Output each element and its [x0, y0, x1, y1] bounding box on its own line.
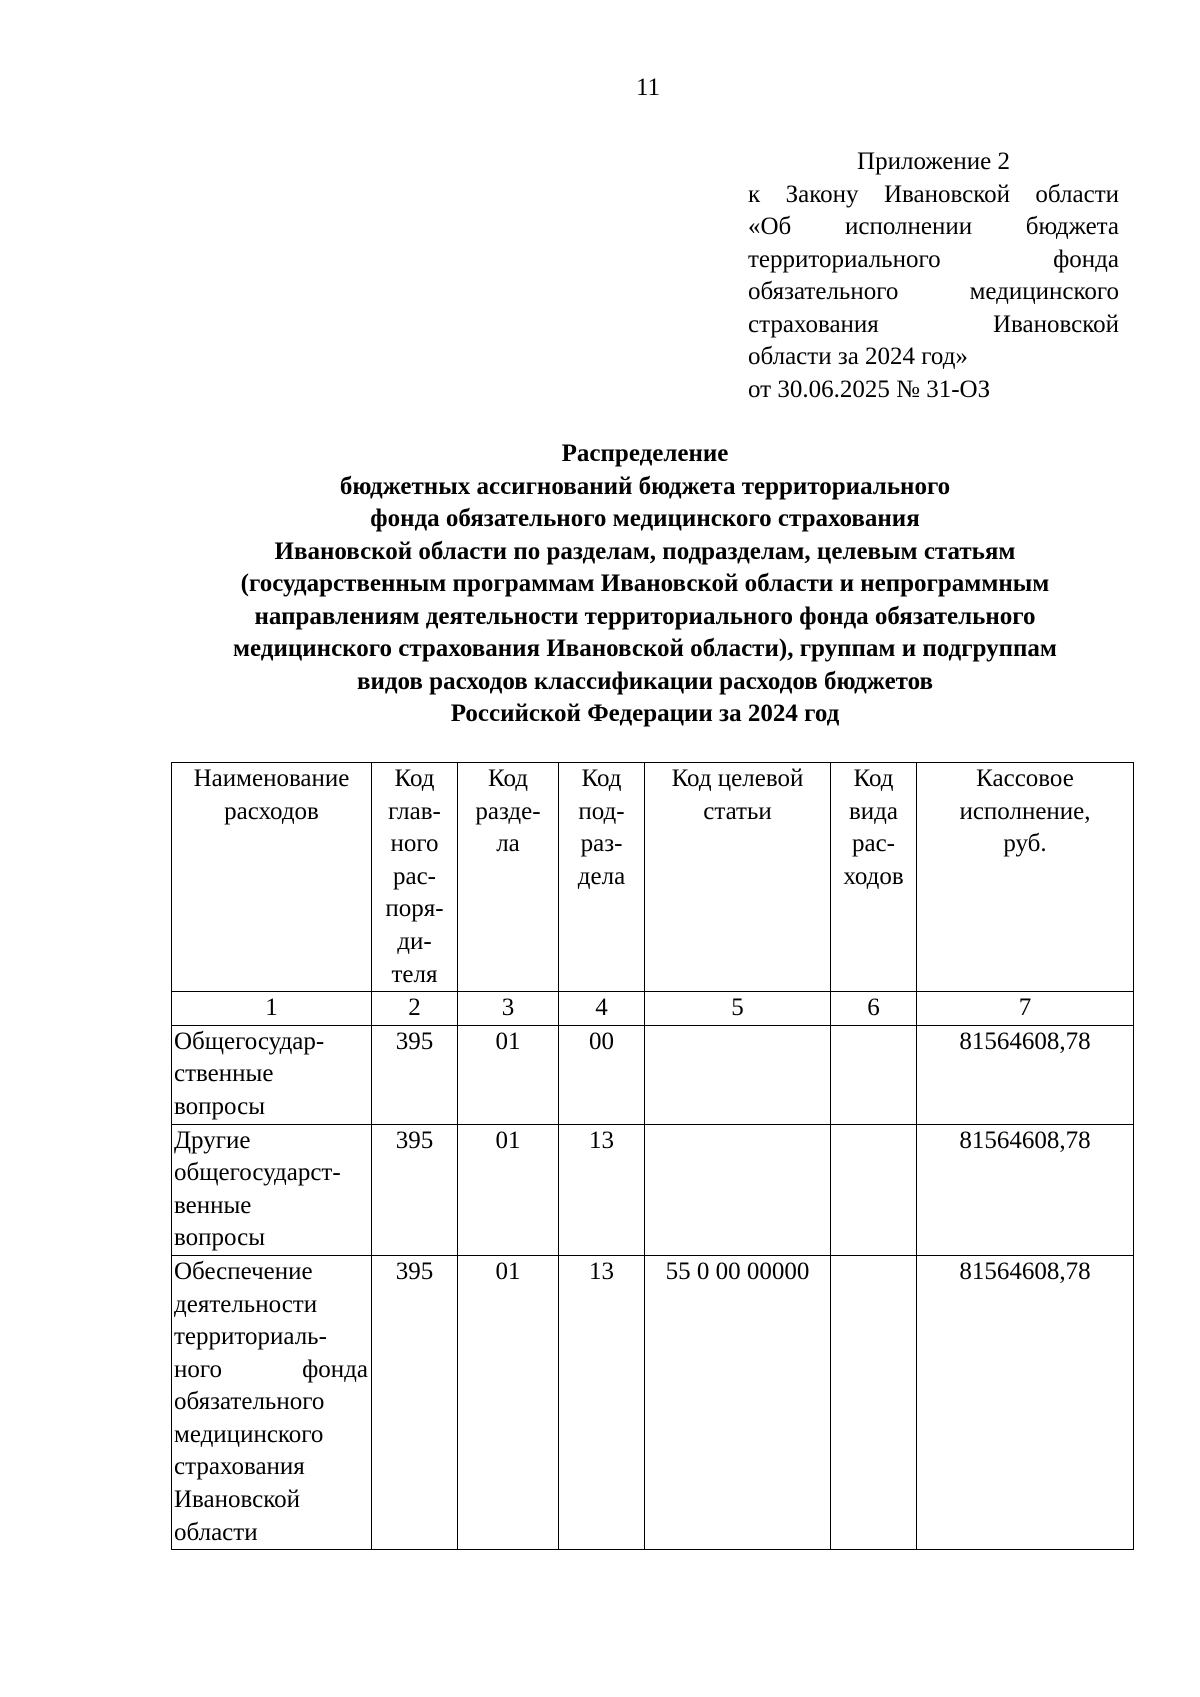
appendix-line: страхования Ивановской: [748, 310, 1119, 338]
title-line: (государственным программам Ивановской области и непрограммным: [240, 570, 1050, 597]
subsection-code: 00: [559, 1025, 645, 1124]
target-article-code: 55 0 00 00000: [645, 1255, 831, 1549]
grbs-code: 395: [372, 1255, 458, 1549]
appendix-block: [748, 146, 1119, 406]
expense-name: Другие общегосударст- венные вопросы: [172, 1124, 372, 1255]
grbs-code: 395: [372, 1124, 458, 1255]
header-subsection-code: Код под- раз- дела: [559, 763, 645, 992]
table-row: [172, 1025, 1134, 1124]
header-cash-execution: Кассовое исполнение, руб.: [917, 763, 1134, 992]
subsection-code: 13: [559, 1255, 645, 1549]
subsection-code: 13: [559, 1124, 645, 1255]
expense-name: Общегосудар- ственные вопросы: [172, 1025, 372, 1124]
expense-type-code: [831, 1124, 917, 1255]
title-line: Российской Федерации за 2024 год: [450, 700, 840, 727]
cash-execution-amount: 81564608,78: [917, 1124, 1134, 1255]
appendix-line: к Закону Ивановской области: [748, 180, 1119, 208]
column-number: 1: [172, 992, 372, 1026]
expense-type-code: [831, 1025, 917, 1124]
section-code: 01: [458, 1255, 559, 1549]
appendix-line: Приложение 2: [857, 148, 1010, 175]
table-row: [172, 1255, 1134, 1549]
budget-table: [171, 762, 1134, 1550]
title-line: бюджетных ассигнований бюджета территориального: [339, 472, 951, 500]
expense-name: Обеспечение деятельности территориаль- ного фонда обязательного медицинского страхования Ивановской области: [172, 1255, 372, 1549]
section-code: 01: [458, 1025, 559, 1124]
column-number: 7: [917, 992, 1134, 1026]
header-name: Наименование расходов: [172, 763, 372, 992]
expense-type-code: [831, 1255, 917, 1549]
table-row: [172, 1124, 1134, 1255]
appendix-line: «Об исполнении бюджета: [748, 213, 1119, 240]
column-number: 5: [645, 992, 831, 1026]
header-grbs-code: Код глав- ного рас- поря- ди- теля: [372, 763, 458, 992]
column-number: 3: [458, 992, 559, 1026]
appendix-line: обязательного медицинского: [748, 278, 1119, 305]
column-number: 4: [559, 992, 645, 1026]
title-line: фонда обязательного медицинского страхования: [370, 505, 920, 532]
table-header-row: [172, 763, 1134, 992]
document-title: [120, 438, 1170, 731]
section-code: 01: [458, 1124, 559, 1255]
page-number: 11: [635, 74, 661, 101]
column-number: 6: [831, 992, 917, 1026]
title-line: Ивановской области по разделам, подразделам, целевым статьям: [274, 537, 1016, 565]
appendix-line: от 30.06.2025 № 31-ОЗ: [748, 375, 991, 403]
column-number-row: [172, 992, 1134, 1026]
title-line: медицинского страхования Ивановской области), группам и подгруппам: [233, 635, 1057, 662]
title-line: направлениям деятельности территориального фонда обязательного: [254, 602, 1036, 630]
cash-execution-amount: 81564608,78: [917, 1255, 1134, 1549]
target-article-code: [645, 1025, 831, 1124]
target-article-code: [645, 1124, 831, 1255]
title-line: видов расходов классификации расходов бюджетов: [357, 667, 933, 695]
cash-execution-amount: 81564608,78: [917, 1025, 1134, 1124]
column-number: 2: [372, 992, 458, 1026]
appendix-line: области за 2024 год»: [748, 343, 968, 370]
header-expense-type-code: Код вида рас- ходов: [831, 763, 917, 992]
grbs-code: 395: [372, 1025, 458, 1124]
header-target-article-code: Код целевой статьи: [645, 763, 831, 992]
title-line: Распределение: [561, 440, 729, 467]
header-section-code: Код разде- ла: [458, 763, 559, 992]
appendix-line: территориального фонда: [748, 245, 1119, 273]
